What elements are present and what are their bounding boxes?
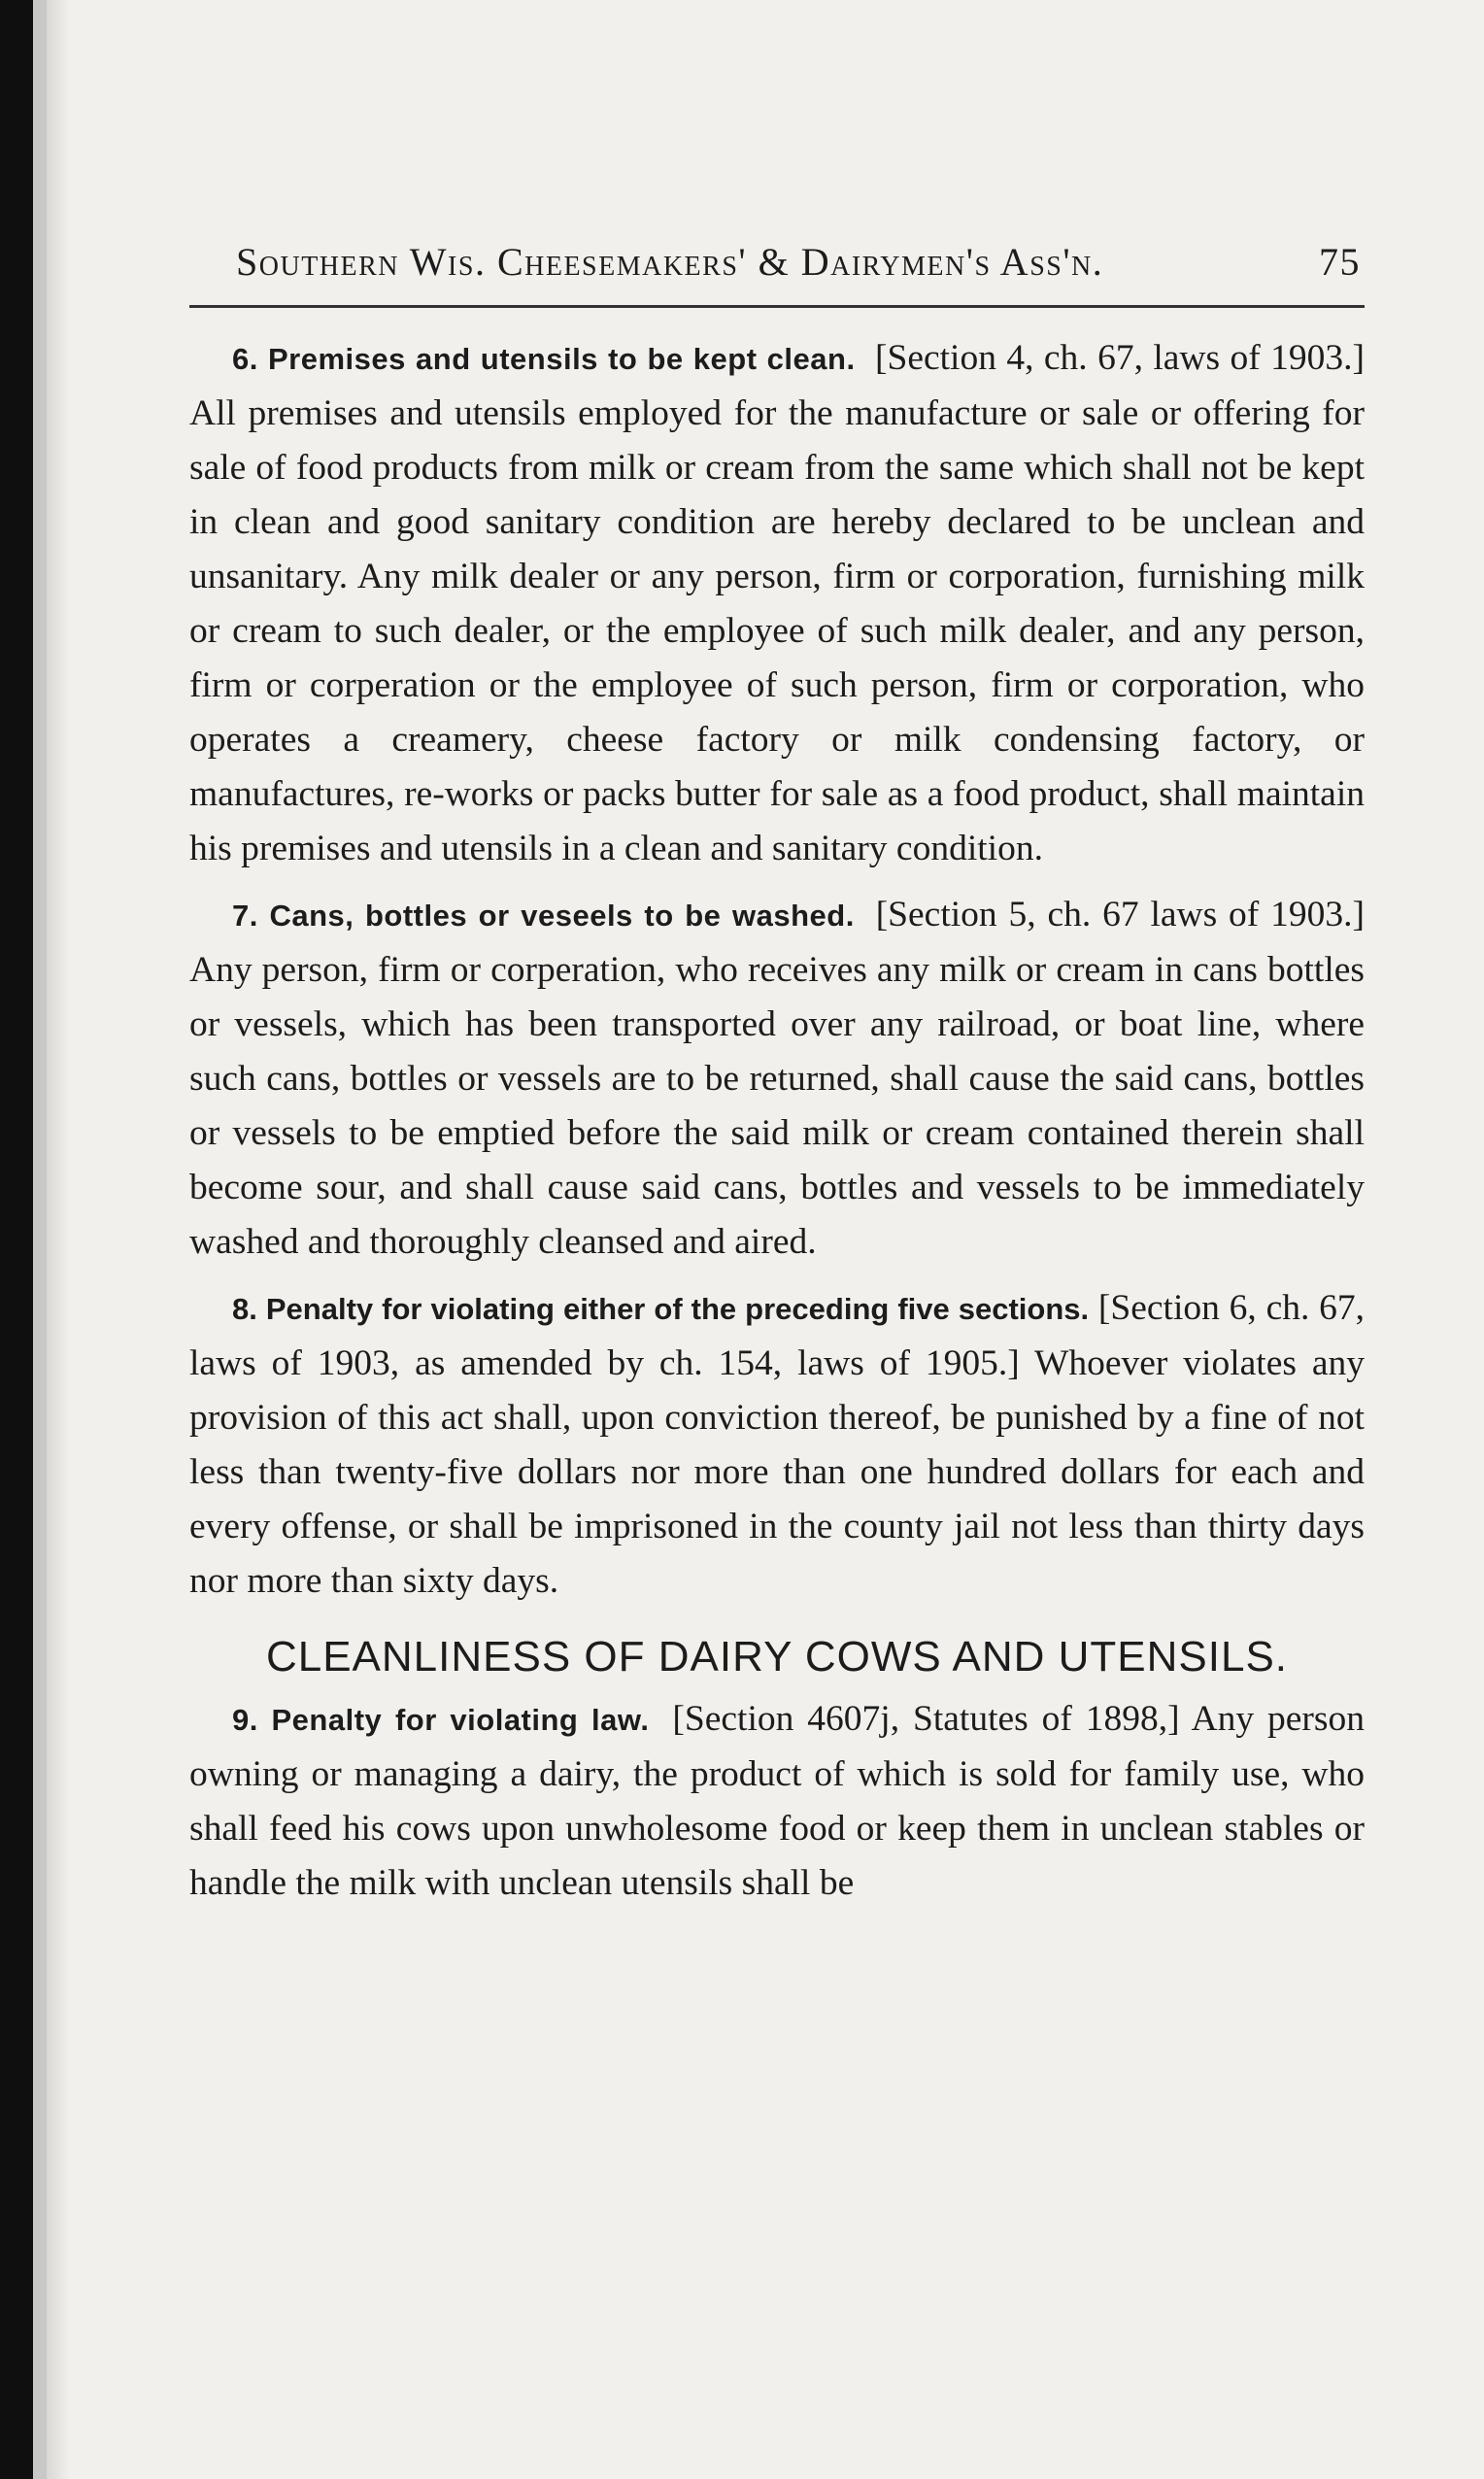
chapter-heading: CLEANLINESS OF DAIRY COWS AND UTENSILS. bbox=[265, 1633, 1289, 1681]
header-rule bbox=[189, 305, 1365, 308]
section-8 bbox=[189, 1281, 1365, 1609]
section-9-body: [Section 4607j, Statutes of 1898,] Any person owning or managing a dairy, the product of which is sold for family use, who shall feed his cows upon unwholesome food or keep them in unclean stables or handle the milk with unclean utensils shall be bbox=[189, 1699, 1366, 1903]
running-title: Southern Wis. Cheesemakers' & Dairymen's Ass'n. bbox=[236, 240, 1104, 284]
page-number: 75 bbox=[1319, 240, 1361, 284]
page-gutter-shading bbox=[47, 0, 70, 2479]
book-gutter bbox=[33, 0, 47, 2479]
section-6 bbox=[189, 331, 1365, 876]
section-6-body: [Section 4, ch. 67, laws of 1903.] All premises and utensils employed for the manufacture or sale or offering for sale of food products from milk or cream from the same which shall not be kept in clean and good sanitary condition are hereby declared to be unclean and unsanitary. Any milk dealer or any person, firm or corporation, furnishing milk or cream to such dealer, or the employee of such milk dealer, and any person, firm or corperation or the employee of such person, firm or corporation, who operates a creamery, cheese factory or milk condensing factory, or manufactures, re-works or packs butter for sale as a food product, shall maintain his premises and utensils in a clean and sanitary condition. bbox=[189, 338, 1366, 868]
section-7 bbox=[189, 888, 1365, 1270]
section-8-body: [Section 6, ch. 67, laws of 1903, as amended by ch. 154, laws of 1905.] Whoever violates any provision of this act shall, upon conviction thereof, be punished by a fine of not less than twenty-five dollars nor more than one hundred dollars for each and every offense, or shall be imprisoned in the county jail not less than thirty days nor more than sixty days. bbox=[189, 1288, 1365, 1601]
section-7-heading: 7. Cans, bottles or veseels to be washed. bbox=[232, 899, 855, 933]
section-9-heading: 9. Penalty for violating law. bbox=[232, 1703, 650, 1737]
book-page bbox=[189, 239, 1365, 1922]
section-9 bbox=[189, 1692, 1365, 1911]
section-8-heading: 8. Penalty for violating either of the preceding five sections. bbox=[232, 1292, 1090, 1326]
section-7-body: [Section 5, ch. 67 laws of 1903.] Any person, firm or corperation, who receives any milk or cream in cans bottles or vessels, which has been transported over any railroad, or boat line, where such cans, bottles or vessels are to be returned, shall cause the said cans, bottles or vessels to be emptied before the said milk or cream contained therein shall become sour, and shall cause said cans, bottles and vessels to be immediately washed and thoroughly cleansed and aired. bbox=[189, 895, 1365, 1262]
book-spine-shadow bbox=[0, 0, 33, 2479]
running-header bbox=[189, 239, 1365, 293]
section-6-heading: 6. Premises and utensils to be kept clean. bbox=[232, 342, 856, 376]
